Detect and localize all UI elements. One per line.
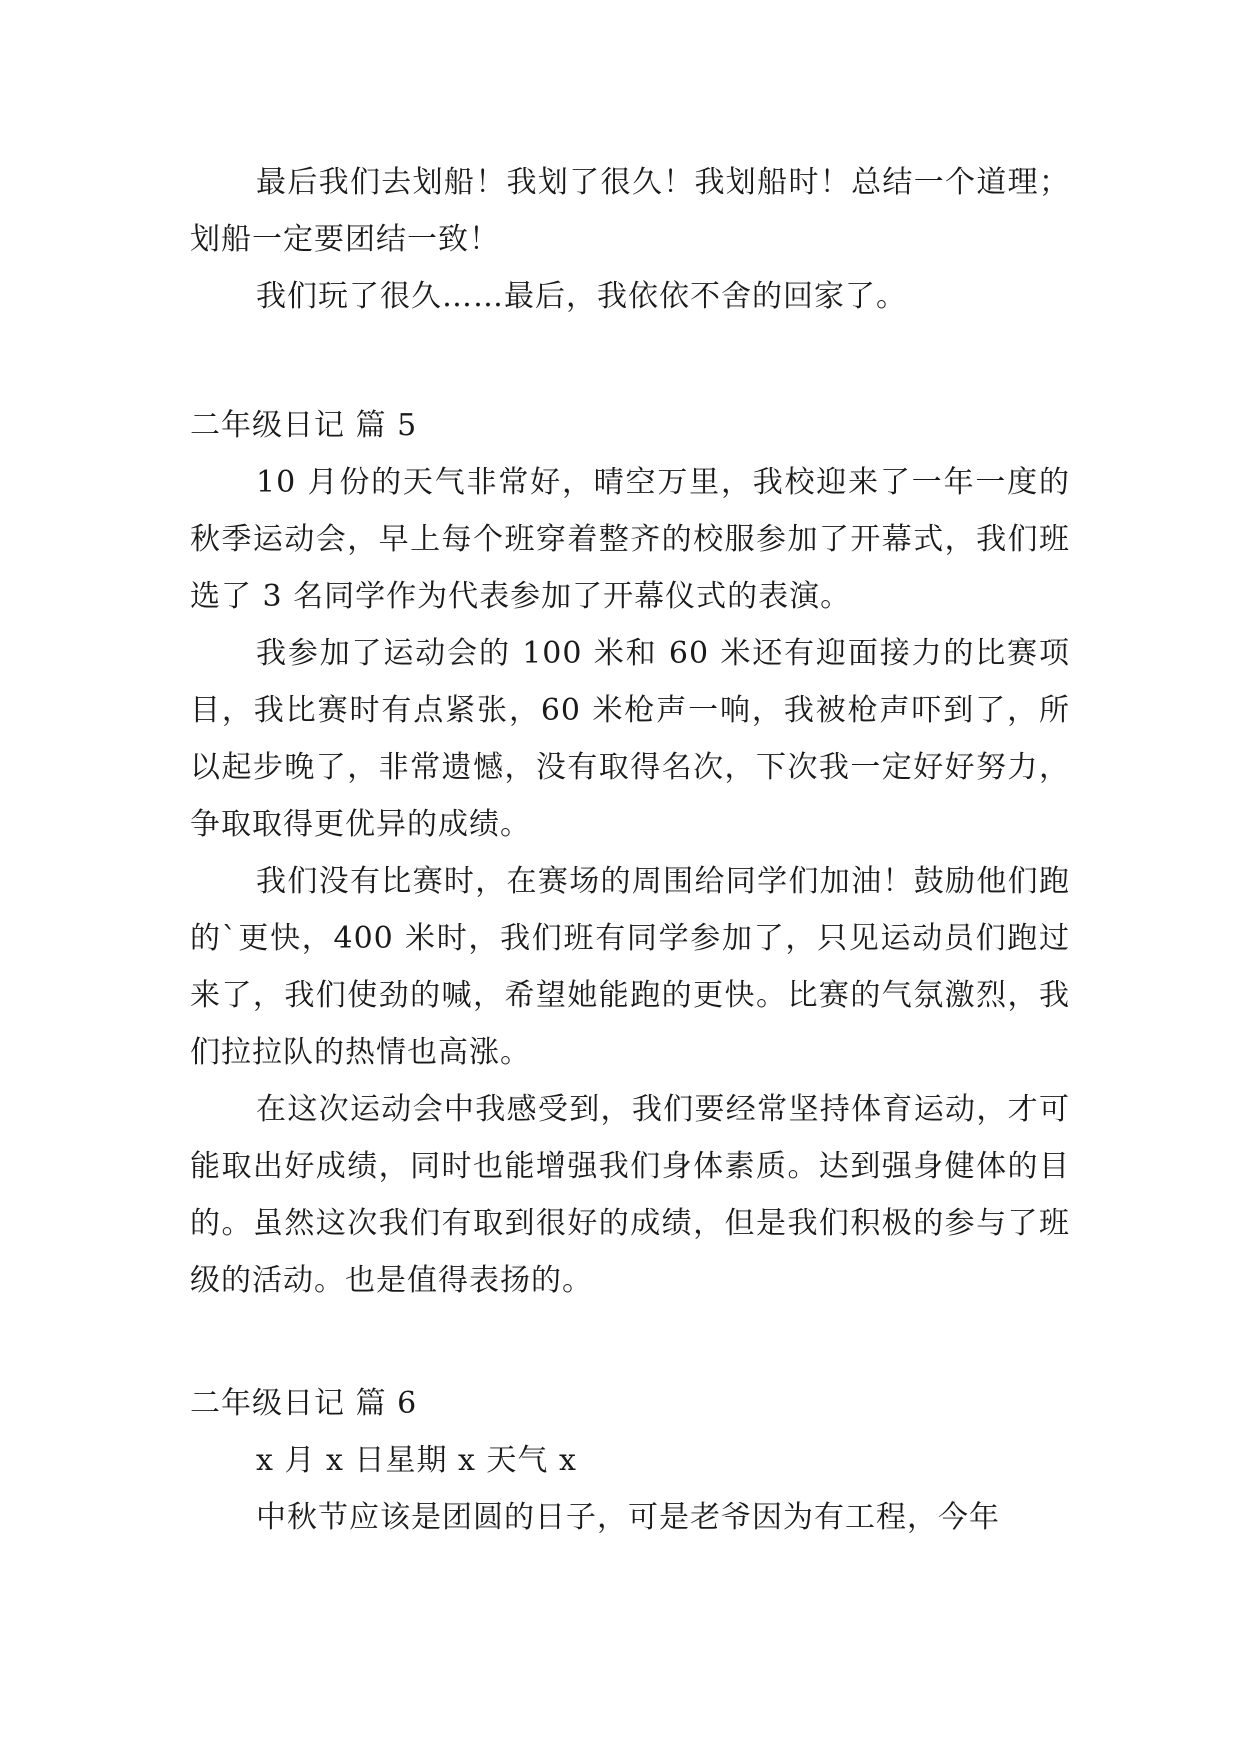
entry-title: 二年级日记 篇 6 [190, 1386, 418, 1421]
date-weather-line: x 月 x 日星期 x 天气 x [256, 1443, 577, 1478]
previous-entry-ending [190, 154, 1070, 325]
paragraph: 在这次运动会中我感受到，我们要经常坚持体育运动，才可能取出好成绩，同时也能增强我们身体素质。达到强身健体的目的。虽然这次我们有取到很好的成绩，但是我们积极的参与了班级的活动。也是值得表扬的。 [190, 1092, 1070, 1298]
entry-title: 二年级日记 篇 5 [190, 408, 418, 443]
paragraph: 最后我们去划船！我划了很久！我划船时！总结一个道理；划船一定要团结一致！ [190, 165, 1070, 257]
paragraph: 10 月份的天气非常好，晴空万里，我校迎来了一年一度的秋季运动会，早上每个班穿着整齐的校服参加了开幕式，我们班选了 3 名同学作为代表参加了开幕仪式的表演。 [190, 465, 1070, 614]
diary-entry-5 [190, 397, 1070, 1309]
paragraph: 我参加了运动会的 100 米和 60 米还有迎面接力的比赛项目，我比赛时有点紧张，60 米枪声一响，我被枪声吓到了，所以起步晚了，非常遗憾，没有取得名次，下次我一定好好努力，争取取得更优异的成绩。 [190, 636, 1070, 842]
paragraph: 我们没有比赛时，在赛场的周围给同学们加油！鼓励他们跑的`更快，400 米时，我们班有同学参加了，只见运动员们跑过来了，我们使劲的喊，希望她能跑的更快。比赛的气氛激烈，我们拉拉队的热情也高涨。 [190, 864, 1070, 1070]
diary-entry-6 [190, 1375, 1070, 1546]
paragraph: 中秋节应该是团圆的日子，可是老爷因为有工程，今年 [256, 1500, 1000, 1535]
paragraph: 我们玩了很久……最后，我依依不舍的回家了。 [256, 279, 907, 314]
